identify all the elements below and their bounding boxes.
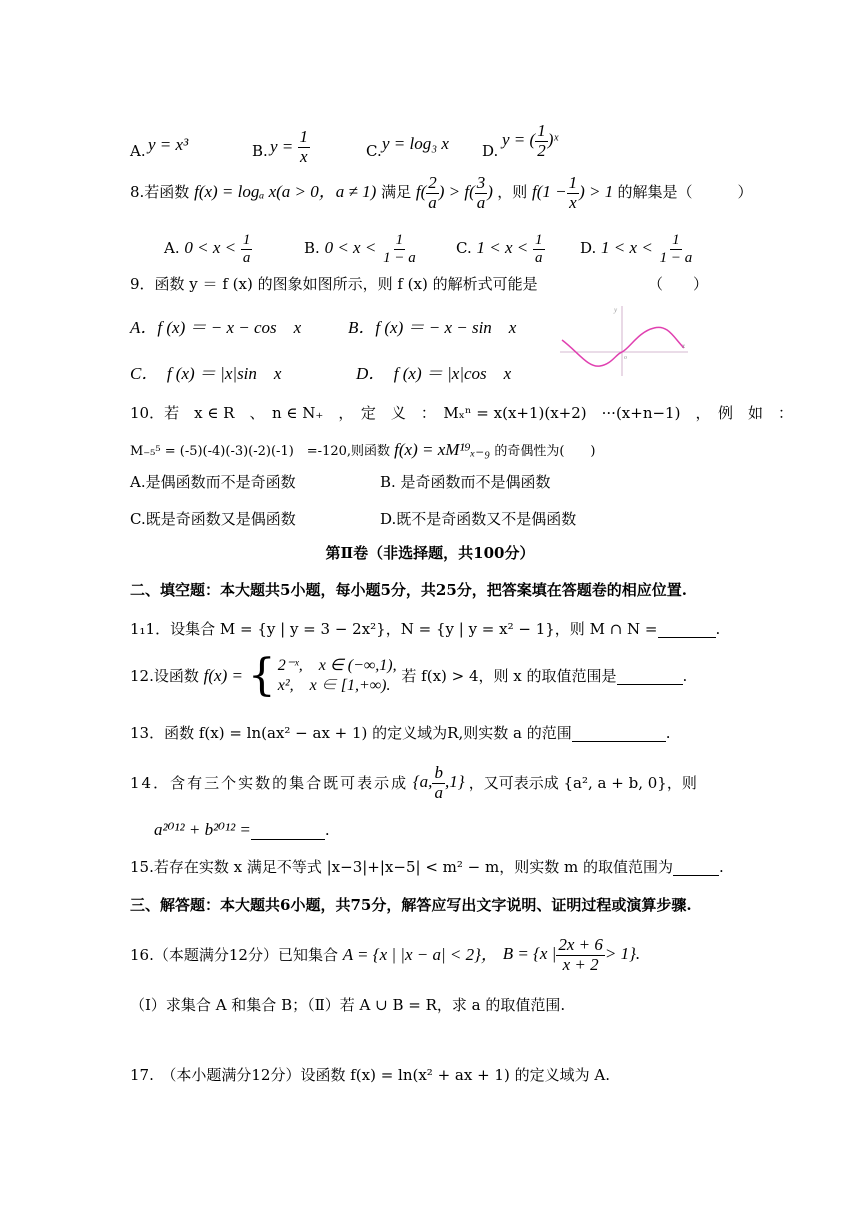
q10-option-b: B. 是奇函数而不是偶函数 — [380, 473, 551, 491]
q7-option-c-label: C. — [366, 142, 382, 160]
question-14-line2: a²⁰¹² + b²⁰¹² = . — [154, 820, 330, 839]
question-16-parts: （Ⅰ）求集合 A 和集合 B；（Ⅱ）若 A ∪ B = R，求 a 的取值范围. — [130, 996, 566, 1014]
q16-set-b: B = {x | $\frac{2x + 6}{x + 2}$ > 1}. — [502, 935, 641, 974]
q9-graph-curve — [562, 327, 684, 366]
question-10-line2: M₋₅⁵ = (-5)(-4)(-3)(-2)(-1) =-120,则函数 f(x) = xM¹⁹ₓ₋₉ 的奇偶性为( ) — [130, 440, 596, 459]
q7-option-d-label: D. — [482, 142, 499, 160]
q10-option-a: A.是偶函数而不是奇函数 — [130, 473, 296, 491]
question-16: 16.（本题满分12分）已知集合 A = {x | |x − a| < 2}， B = {x | $\frac{2x + 6}{x + 2}$ > 1}. — [130, 935, 641, 974]
question-9: 9．函数 y ＝ f (x) 的图象如图所示，则 f (x) 的解析式可能是 — [130, 275, 538, 293]
q10-option-c: C.既是奇函数又是偶函数 — [130, 510, 296, 528]
q8-option-d: D. 1 < x < $\frac{1}{1 - a}$ — [580, 232, 693, 266]
q7-option-c-expr: y = log₃ x — [382, 134, 449, 153]
q12-piecewise: { 2⁻ˣ, x ∈ (−∞,1), x², x ∈ [1,+∞). — [247, 650, 397, 701]
q14-set-1: {a, $\frac{b}{a}$ ,1} — [412, 763, 465, 802]
q7-option-d-expr: y = ( $\frac{1}{2}$ )ˣ — [502, 121, 559, 160]
q9-paren: （ ） — [648, 275, 709, 293]
q13-answer-blank[interactable] — [572, 725, 666, 742]
section-3-heading: 三、解答题：本大题共6小题，共75分，解答应写出文字说明、证明过程或演算步骤. — [130, 896, 692, 914]
q15-answer-blank[interactable] — [673, 859, 719, 876]
q9-option-a: A．f (x) ＝ − x − cos x — [130, 318, 302, 337]
q8-condition: f( $\frac{2}{a}$ ) > f( $\frac{3}{a}$ ) — [415, 173, 493, 212]
question-11: 1₁1．设集合 M = {y | y = 3 − 2x²}，N = {y | y = x² − 1}，则 M ∩ N = . — [130, 620, 721, 638]
q8-function: f(x) = logₐ x(a > 0，a ≠ 1) — [194, 182, 377, 202]
q11-answer-blank[interactable] — [658, 621, 716, 638]
section-2-heading: 二、填空题：本大题共5小题，每小题5分，共25分，把答案填在答题卷的相应位置. — [130, 581, 687, 599]
q8-option-c: C. 1 < x < $\frac{1}{a}$ — [456, 232, 543, 266]
q9-option-b: B．f (x) ＝ − x − sin x — [348, 318, 517, 337]
q9-graph-x-label: x — [682, 342, 686, 350]
q7-option-a-label: A. — [130, 142, 146, 160]
q7-option-b-expr: y = $\frac{1}{x}$ — [270, 127, 309, 166]
q7-option-b-label: B. — [252, 142, 268, 160]
q8-options — [164, 222, 764, 266]
q12-answer-blank[interactable] — [617, 668, 683, 685]
q14-answer-blank[interactable] — [251, 823, 325, 840]
q12-left-brace: { — [247, 650, 276, 701]
question-12: 12.设函数 f(x) = { 2⁻ˣ, x ∈ (−∞,1), x², x ∈ [1,+∞). 若 f(x) > 4，则 x 的取值范围是 . — [130, 650, 688, 701]
part2-title: 第Ⅱ卷（非选择题，共100分） — [325, 544, 535, 562]
question-10-line1: 10．若 x ∈ R 、 n ∈ N₊ ， 定 义 ： Mₓⁿ = x(x+1)(x+2) ···(x+n−1) ， 例 如 ： — [130, 404, 793, 422]
q8-option-a: A. 0 < x < $\frac{1}{a}$ — [164, 232, 251, 266]
q7-option-a-expr: y = x³ — [148, 135, 189, 154]
q9-graph — [558, 302, 692, 378]
q9-option-c: C． f (x) ＝ |x|sin x — [130, 364, 282, 383]
q7-options — [130, 118, 690, 164]
q8-inequality: f(1 − $\frac{1}{x}$ ) > 1 — [532, 173, 614, 212]
q8-option-b: B. 0 < x < $\frac{1}{1 - a}$ — [304, 232, 416, 266]
q10-option-d: D.既不是奇函数又不是偶函数 — [380, 510, 577, 528]
question-13: 13．函数 f(x) = ln(ax² − ax + 1) 的定义域为R,则实数 a 的范围 . — [130, 724, 671, 742]
q9-graph-y-label: y — [614, 306, 618, 314]
q16-set-a: A = {x | |x − a| < 2}， — [342, 944, 498, 964]
question-8: 8.若函数 f(x) = logₐ x(a > 0，a ≠ 1) 满足 f( $\frac{2}{a}$ ) > f( $\frac{3}{a}$ ) ，则 f(1 − $\frac{1}{x}$ ) > 1 的解集是（ ） — [130, 173, 753, 212]
q9-graph-origin-label: o — [624, 355, 627, 361]
question-15: 15.若存在实数 x 满足不等式 |x−3|+|x−5| < m² − m，则实数 m 的取值范围为 . — [130, 858, 724, 876]
q9-option-d: D． f (x) ＝ |x|cos x — [356, 364, 512, 383]
question-14: 14．含有三个实数的集合既可表示成 {a, $\frac{b}{a}$ ,1} ，又可表示成 {a², a + b, 0}，则 — [130, 763, 697, 802]
question-17: 17. （本小题满分12分）设函数 f(x) = ln(x² + ax + 1) 的定义域为 A. — [130, 1066, 610, 1084]
